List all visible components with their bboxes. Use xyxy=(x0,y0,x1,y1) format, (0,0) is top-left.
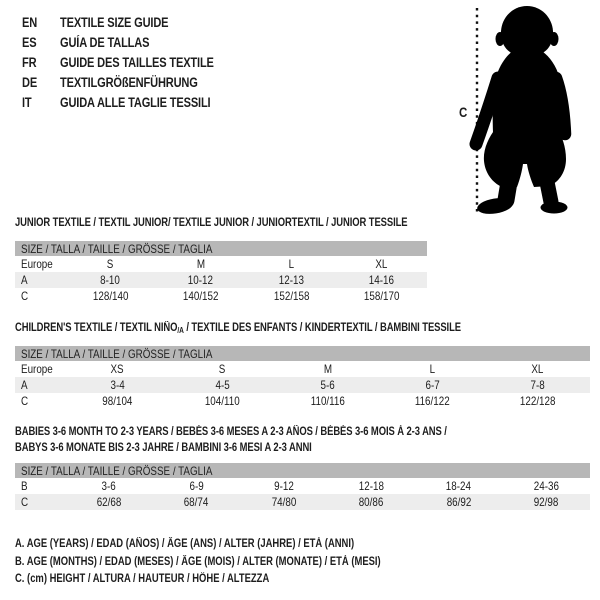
table-row xyxy=(15,288,427,304)
table-cell: 158/170 xyxy=(363,289,400,303)
baby-shorts xyxy=(484,128,566,187)
children-table-title: CHILDREN'S TEXTILE / TEXTIL NIÑO/A / TEXTILE DES ENFANTS / KINDERTEXTIL / BAMBINI TESSILE xyxy=(15,322,461,335)
table-cell: 7-8 xyxy=(530,378,545,392)
table-cell: M xyxy=(196,257,205,271)
table-row xyxy=(15,256,427,272)
row-label: C xyxy=(21,289,29,303)
table-cell: 152/158 xyxy=(273,289,310,303)
row-label: A xyxy=(21,273,28,287)
babies-size-table xyxy=(15,463,590,510)
language-code: FR xyxy=(22,54,37,70)
size-header-bar: SIZE / TALLA / TAILLE / GRÖSSE / TAGLIA xyxy=(15,346,590,361)
table-cell: 128/140 xyxy=(92,289,129,303)
guide-title: GUIDE DES TAILLES TEXTILE xyxy=(60,54,214,70)
table-cell: 14-16 xyxy=(369,273,395,287)
table-cell: 6-9 xyxy=(189,479,204,493)
language-row-de xyxy=(22,72,248,92)
table-cell: L xyxy=(429,362,436,376)
row-label: Europe xyxy=(21,257,53,271)
table-cell: 86/92 xyxy=(446,495,472,509)
baby-ear-left xyxy=(496,32,505,46)
table-cell: 98/104 xyxy=(102,394,133,408)
table-cell: 92/98 xyxy=(533,495,559,509)
language-row-it xyxy=(22,92,248,112)
footnote-c: C. (cm) HEIGHT / ALTURA / HAUTEUR / HÖHE / ALTEZZA xyxy=(15,573,270,585)
table-cell: 12-18 xyxy=(358,479,384,493)
table-row xyxy=(15,361,590,377)
table-cell: 140/152 xyxy=(182,289,219,303)
subscript: /A xyxy=(177,326,184,335)
table-row xyxy=(15,478,590,494)
table-cell: 3-4 xyxy=(110,378,125,392)
guide-title: GUÍA DE TALLAS xyxy=(60,34,150,50)
table-cell: 4-5 xyxy=(215,378,230,392)
junior-size-table xyxy=(15,241,427,304)
baby-leg-right xyxy=(547,182,551,202)
table-cell: 24-36 xyxy=(533,479,559,493)
table-row xyxy=(15,377,590,393)
table-row xyxy=(15,494,590,510)
table-cell: 8-10 xyxy=(100,273,121,287)
table-cell: S xyxy=(106,257,114,271)
children-size-table xyxy=(15,346,590,409)
babies-table-title xyxy=(15,424,542,456)
baby-foot-right xyxy=(541,202,568,214)
table-cell: 12-13 xyxy=(278,273,304,287)
guide-title: TEXTILE SIZE GUIDE xyxy=(60,14,169,30)
table-cell: 62/68 xyxy=(96,495,122,509)
table-cell: XL xyxy=(375,257,388,271)
language-row-fr xyxy=(22,52,248,72)
guide-title: TEXTILGRÖßENFÜHRUNG xyxy=(60,74,198,90)
footnote-legend xyxy=(15,536,461,589)
row-label: C xyxy=(21,495,29,509)
language-code: ES xyxy=(22,34,37,50)
language-code: EN xyxy=(22,14,38,30)
table-cell: XS xyxy=(110,362,125,376)
height-measure-label: C xyxy=(459,104,468,120)
footnote-a: A. AGE (YEARS) / EDAD (AÑOS) / ÂGE (ANS) / ALTER (JAHRE) / ETÀ (ANNI) xyxy=(15,538,355,550)
baby-torso xyxy=(493,50,562,133)
baby-leg-left xyxy=(506,182,509,200)
table-row xyxy=(15,393,590,409)
baby-height-figure xyxy=(450,0,600,215)
table-cell: 122/128 xyxy=(519,394,556,408)
language-title-list xyxy=(22,12,248,112)
language-row-en xyxy=(22,12,248,32)
table-cell: XL xyxy=(531,362,544,376)
row-label: Europe xyxy=(21,362,53,376)
guide-title: GUIDA ALLE TAGLIE TESSILI xyxy=(60,94,211,110)
language-code: IT xyxy=(22,94,32,110)
table-cell: 74/80 xyxy=(271,495,297,509)
table-cell: 68/74 xyxy=(183,495,209,509)
table-cell: L xyxy=(288,257,294,271)
baby-silhouette xyxy=(450,0,600,215)
babies-title-line1: BABIES 3-6 MONTH TO 2-3 YEARS / BEBÉS 3-6 MESES A 2-3 AÑOS / BÉBÉS 3-6 MOIS À 2-3 ANS / xyxy=(15,426,447,438)
table-cell: 5-6 xyxy=(320,378,335,392)
table-cell: 9-12 xyxy=(273,479,294,493)
table-cell: 104/110 xyxy=(205,394,240,408)
junior-table-title: JUNIOR TEXTILE / TEXTIL JUNIOR/ TEXTILE JUNIOR / JUNIORTEXTIL / JUNIOR TESSILE xyxy=(15,217,408,229)
table-cell: 116/122 xyxy=(415,394,450,408)
table-cell: M xyxy=(323,362,332,376)
table-cell: 110/116 xyxy=(310,394,345,408)
babies-title-line2: BABYS 3-6 MONATE BIS 2-3 JAHRE / BAMBINI 3-6 MESI A 2-3 ANNI xyxy=(15,442,312,454)
language-row-es xyxy=(22,32,248,52)
baby-head xyxy=(501,6,553,58)
size-header-bar: SIZE / TALLA / TAILLE / GRÖSSE / TAGLIA xyxy=(15,241,427,256)
row-label: C xyxy=(21,394,29,408)
table-cell: 6-7 xyxy=(425,378,440,392)
language-code: DE xyxy=(22,74,38,90)
footnote-b: B. AGE (MONTHS) / EDAD (MESES) / ÂGE (MOIS) / ALTER (MONATE) / ETÀ (MESI) xyxy=(15,555,381,568)
size-header-bar: SIZE / TALLA / TAILLE / GRÖSSE / TAGLIA xyxy=(15,463,590,478)
table-cell: 10-12 xyxy=(188,273,214,287)
table-cell: S xyxy=(219,362,226,376)
row-label: A xyxy=(21,378,28,392)
row-label: B xyxy=(21,479,28,493)
table-row xyxy=(15,272,427,288)
table-cell: 3-6 xyxy=(101,479,116,493)
table-cell: 80/86 xyxy=(358,495,384,509)
baby-ear-right xyxy=(550,32,559,46)
table-cell: 18-24 xyxy=(446,479,472,493)
baby-silhouette-shape xyxy=(476,6,568,215)
